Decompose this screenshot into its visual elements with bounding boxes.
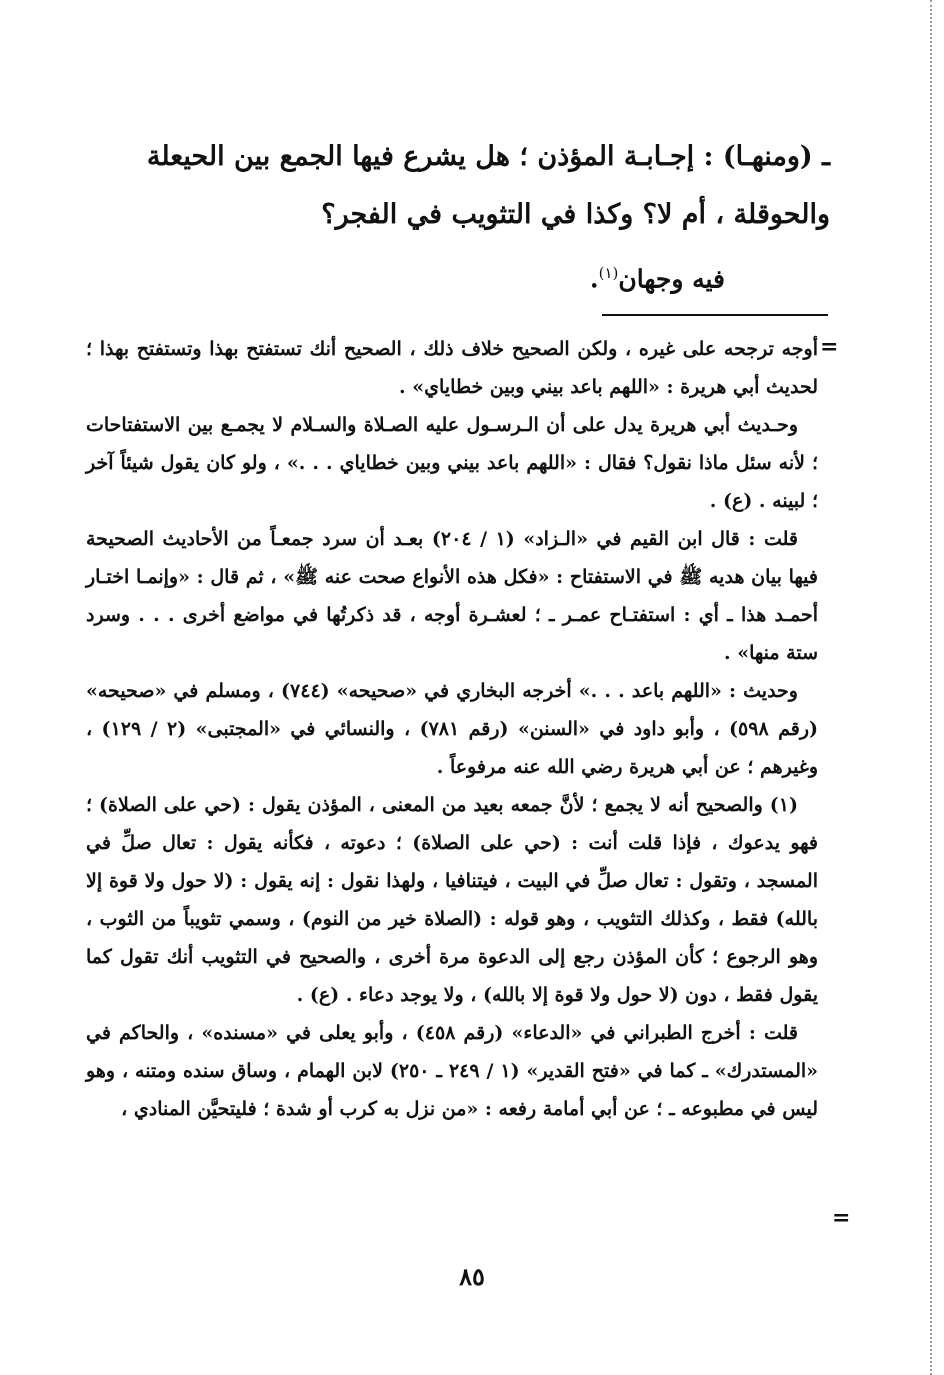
footnote-ref: (١) — [598, 264, 619, 282]
faihi-end: . — [589, 264, 599, 294]
footnote-paragraph-1: أوجه ترجحه على غيره ، ولكن الصحيح خلاف ذلك ، الصحيح أنك تستفتح بهذا وتستفتح بهذا ؛ لحديث أبي هريرة : «اللهم باعد بيني وبين خطاياي» . — [86, 338, 818, 398]
main-text — [88, 128, 830, 308]
footnote-paragraph-2: وحـديث أبي هريرة يدل على أن الـرسـول عليه الصـلاة والسـلام لا يجمـع بين الاستفتاحات ؛ لأنه سئل ماذا نقول؟ فقال : «اللهم باعد بيني وبين خطاياي . . .» ، ولو كان يقول شيئاً آخر ؛ لبينه . (ع) . — [86, 414, 818, 512]
page-edge-dots — [930, 0, 932, 1375]
main-line-1: ـ (ومنهـا) : إجـابـة المؤذن ؛ هل يشرع فيها الجمع بين الحيعلة — [146, 141, 830, 172]
footnote-paragraph-4: وحديث : «اللهم باعد . . .» أخرجه البخاري في «صحيحه» (٧٤٤) ، ومسلم في «صحيحه» (رقم ٥٩٨) ، وأبو داود في «السنن» (رقم ٧٨١) ، والنسائي في «المجتبى» (٢ / ١٢٩) ، وغيرهم ؛ عن أبي هريرة رضي الله عنه مرفوعاً . — [86, 680, 818, 778]
footnote-divider — [602, 314, 828, 316]
footnote-paragraph-3: قلت : قال ابن القيم في «الـزاد» (١ / ٢٠٤) بعـد أن سرد جمعـاً من الأحاديث الصحيحة فيها بيان هديه ﷺ في الاستفتاح : «فكل هذه الأنواع صحت عنه ﷺ» ، ثم قال : «وإنمـا اختـار أحمـد هذا ـ أي : استفتـاح عمـر ـ ؛ لعشـرة أوجه ، قد ذكرتُها في مواضع أخرى . . . وسرد ستة منها» . — [86, 528, 818, 664]
footnote-paragraph-6: قلت : أخرج الطبراني في «الدعاء» (رقم ٤٥٨) ، وأبو يعلى في «مسنده» ، والحاكم في «المستدرك» ـ كما في «فتح القدير» (١ / ٢٤٩ ـ ٢٥٠) لابن الهمام ، وساق سنده ومتنه ، وهو ليس في مطبوعه ـ ؛ عن أبي أمامة رفعه : «من نزل به كرب أو شدة ؛ فليتحيَّن المنادي ، — [86, 1022, 819, 1120]
continuation-mark-top: = — [820, 334, 839, 360]
footnote-paragraph-5: (١) والصحيح أنه لا يجمع ؛ لأنَّ جمعه بعيد من المعنى ، المؤذن يقول : (حي على الصلاة) ؛ فهو يدعوك ، فإذا قلت أنت : (حي على الصلاة) ؛ دعوته ، فكأنه يقول : تعال صلِّ في المسجد ، وتقول : تعال صلِّ في البيت ، فيتنافيا ، ولهذا نقول : إنه يقول : (لا حول ولا قوة إلا بالله) فقط ، وكذلك التثويب ، وهو قوله : (الصلاة خير من النوم) ، وسمي تثويباً من الثوب ، وهو الرجوع ؛ كأن المؤذن رجع إلى الدعوة مرة أخرى ، والصحيح في التثويب أنك تقول كما يقول فقط ، دون (لا حول ولا قوة إلا بالله) ، ولا يوجد دعاء . (ع) . — [86, 794, 818, 1006]
page-number: ٨٥ — [459, 1262, 485, 1291]
footnotes — [86, 330, 818, 1128]
main-line-2: والحوقلة ، أم لا؟ وكذا في التثويب في الفجر؟ — [321, 199, 830, 230]
main-line-3 — [88, 244, 830, 308]
continuation-mark-bottom: = — [832, 1205, 851, 1231]
faihi-text: فيه وجهان — [618, 264, 725, 294]
